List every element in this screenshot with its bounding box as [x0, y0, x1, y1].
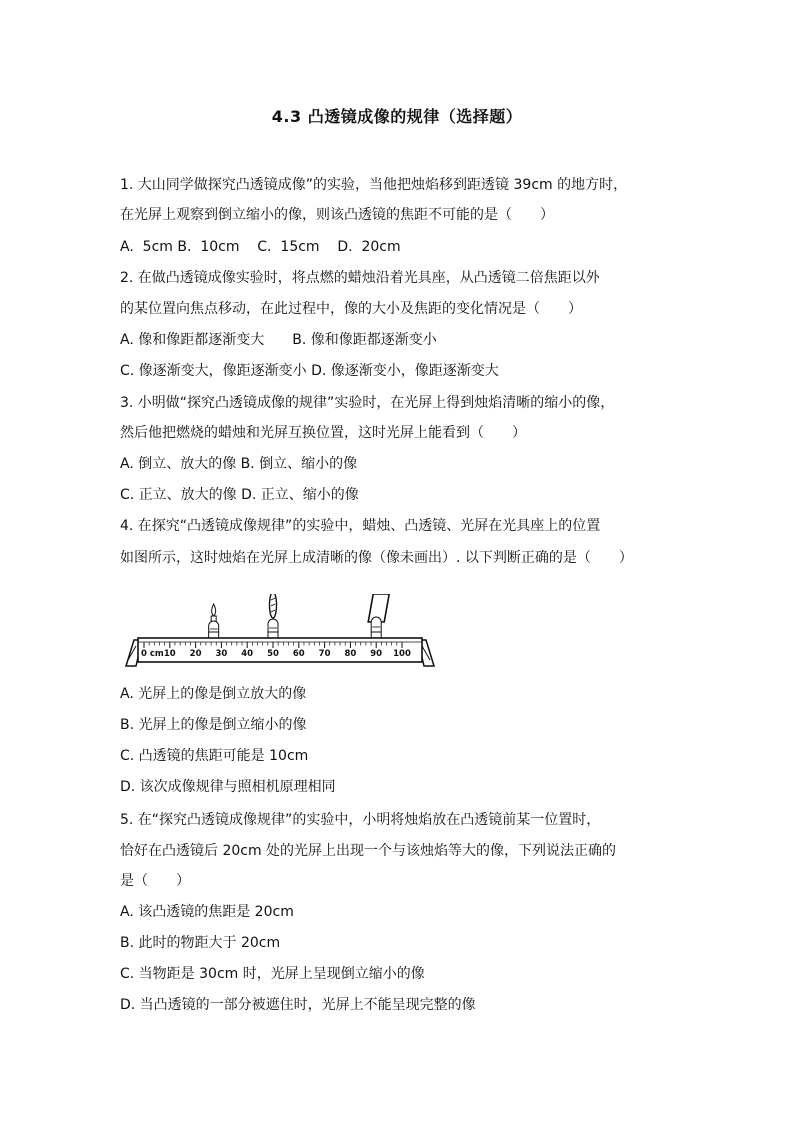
q1-stem-line2: 在光屏上观察到倒立缩小的像，则该凸透镜的焦距不可能的是（ ） — [120, 207, 554, 223]
q2-options-ab — [120, 330, 437, 350]
q5-option-c: C. 当物距是 30cm 时，光屏上呈现倒立缩小的像 — [120, 966, 425, 982]
q5-option-b: B. 此时的物距大于 20cm — [120, 935, 281, 951]
q2-options-cd: C. 像逐渐变大，像距逐渐变小 D. 像逐渐变小，像距逐渐变大 — [120, 363, 499, 379]
q3-options-ab: A. 倒立、放大的像 B. 倒立、缩小的像 — [120, 456, 358, 472]
q4-option-b: B. 光屏上的像是倒立缩小的像 — [120, 717, 307, 733]
ruler-tick-label: 20 — [189, 649, 202, 659]
q5-option-d: D. 当凸透镜的一部分被遮住时，光屏上不能呈现完整的像 — [120, 997, 476, 1013]
q2-option-b: B. 像和像距都逐渐变小 — [292, 332, 437, 348]
ruler-tick-label: 40 — [241, 649, 254, 659]
page-title: 4.3 凸透镜成像的规律（选择题） — [271, 107, 523, 126]
q2-stem-line1: 2. 在做凸透镜成像实验时，将点燃的蜡烛沿着光具座，从凸透镜二倍焦距以外 — [120, 270, 600, 286]
q5-stem-line1: 5. 在“探究凸透镜成像规律”的实验中，小明将烛焰放在凸透镜前某一位置时， — [120, 812, 601, 828]
convex-lens — [268, 594, 278, 638]
ruler-tick-label: 70 — [318, 649, 331, 659]
q1-options: A. 5cm B. 10cm C. 15cm D. 20cm — [120, 239, 401, 255]
q5-stem-line2: 恰好在凸透镜后 20cm 处的光屏上出现一个与该烛焰等大的像，下列说法正确的 — [120, 843, 617, 859]
ruler-tick-label: 100 — [393, 649, 411, 659]
q3-stem-line1: 3. 小明做“探究凸透镜成像的规律”实验时，在光屏上得到烛焰清晰的缩小的像， — [120, 395, 615, 411]
optical-bench-figure — [122, 594, 442, 672]
q5-stem-line3: 是（ ） — [120, 873, 190, 889]
q2-stem-line2: 的某位置向焦点移动，在此过程中，像的大小及焦距的变化情况是（ ） — [120, 301, 582, 317]
ruler-start-label: 0 cm — [141, 649, 164, 659]
ruler-tick-label: 10 — [163, 649, 176, 659]
q4-option-a: A. 光屏上的像是倒立放大的像 — [120, 686, 307, 702]
ruler-tick-label: 30 — [215, 649, 228, 659]
light-screen — [368, 594, 389, 638]
q1-stem-line1: 1. 大山同学做探究凸透镜成像”的实验，当他把烛焰移到距透镜 39cm 的地方时， — [120, 177, 628, 193]
ruler-tick-label: 60 — [292, 649, 305, 659]
q4-option-c: C. 凸透镜的焦距可能是 10cm — [120, 748, 309, 764]
q2-option-a: A. 像和像距都逐渐变大 — [120, 332, 265, 348]
q5-option-a: A. 该凸透镜的焦距是 20cm — [120, 904, 294, 920]
candle — [209, 604, 219, 638]
ruler-tick-label: 80 — [344, 649, 357, 659]
ruler-tick-label: 50 — [267, 649, 279, 659]
q3-options-cd: C. 正立、放大的像 D. 正立、缩小的像 — [120, 487, 359, 503]
q4-stem-line2: 如图所示，这时烛焰在光屏上成清晰的像（像未画出）. 以下判断正确的是（ ） — [120, 550, 633, 566]
q4-option-d: D. 该次成像规律与照相机原理相同 — [120, 779, 336, 795]
q4-stem-line1: 4. 在探究“凸透镜成像规律”的实验中，蜡烛、凸透镜、光屏在光具座上的位置 — [120, 518, 601, 534]
q3-stem-line2: 然后他把燃烧的蜡烛和光屏互换位置，这时光屏上能看到（ ） — [120, 425, 526, 441]
ruler-tick-label: 90 — [370, 649, 383, 659]
